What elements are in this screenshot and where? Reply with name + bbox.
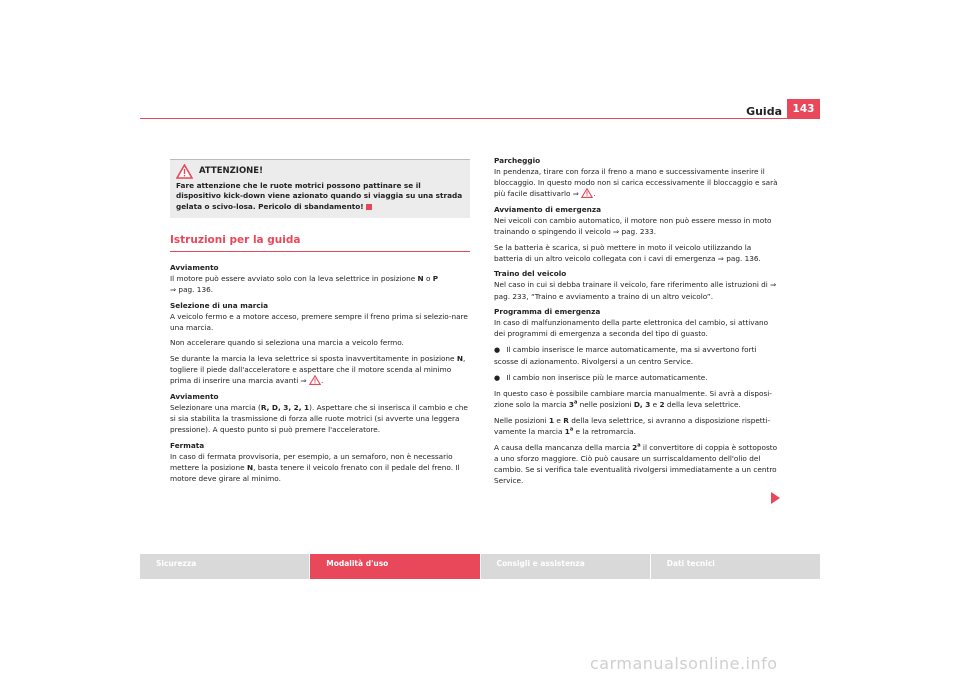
page-number: 143 [787,99,820,118]
paragraph-avviamento-2: Avviamento Selezionare una marcia (R, D, 3, 2, 1). Aspettare che si inserisca il cambio e che si sia stabilita la trasmissione di forza alle ruote motrici (si avverte una leggera pressione). A questo punto si può premere l'acceleratore. [170,391,470,435]
tab-dati-tecnici[interactable]: Dati tecnici [651,554,820,579]
paragraph-causa: A causa della mancanza della marcia 2$^a$ il convertitore di coppia è sottoposto a uno sforzo maggiore. Ciò può causare un surriscaldamento dell'olio del cambio. Se si verifica tale eventualità rivolgersi immediatamente a un centro Service. [494,442,778,485]
paragraph-manuale: In questo caso è possibile cambiare marcia manualmente. Si avrà a disposi-zione solo la marcia 3$^a$ nelle posizioni D, 3 e 2 della leva selettrice. [494,389,772,410]
subheading: Avviamento di emergenza [494,204,602,214]
paragraph-traino: Traino del veicolo Nel caso in cui si debba trainare il veicolo, fare riferimento alle istruzioni di ⇒ pag. 233, “Traino e avviamento a traino di un altro veicolo”. [494,268,779,301]
subheading: Programma di emergenza [494,307,601,317]
list-item: ● Il cambio inserisce le marce automaticamente, ma si avvertono forti scosse di azionamento. Rivolgersi a un centro Service. [494,344,779,367]
tab-sicurezza[interactable]: Sicurezza [140,554,309,579]
list-item: ● Il cambio non inserisce più le marce automaticamente. [494,372,779,384]
watermark: carmanualsonline.info [590,654,778,673]
end-marker-icon [366,204,372,210]
page-header-title: Guida [746,105,782,118]
paragraph-avviamento: Avviamento Il motore può essere avviato solo con la leva selettrice in posizione N o P ⇒ pag. 136. [170,262,470,295]
paragraph-batteria: Se la batteria è scarica, si può mettere in moto il veicolo utilizzando la batteria di un altro veicolo collegata con i cavi di emergenza ⇒ pag. 136. [494,242,761,263]
left-column [170,159,470,489]
warning-triangle-icon[interactable] [309,375,321,385]
warning-box [170,159,470,218]
warning-text: Fare attenzione che le ruote motrici possono pattinare se il dispositivo kick-down viene azionato quando si viaggia su una strada gelata o scivo-losa. Pericolo di sbandamento! [176,181,463,211]
subheading: Selezione di una marcia [170,300,269,310]
paragraph-fermata: Fermata In caso di fermata provvisoria, per esempio, a un semaforo, non è necessario mettere la posizione N, basta tenere il veicolo frenato con il pedale del freno. Il motore deve girare al minimo. [170,440,470,484]
paragraph-posizioni: Nelle posizioni 1 e R della leva selettrice, si avranno a disposizione rispetti-vamente la marcia 1$^a$ e la retromarcia. [494,415,771,436]
warning-triangle-icon [176,164,193,179]
tab-consigli-assistenza[interactable]: Consigli e assistenza [481,554,650,579]
paragraph-programma: Programma di emergenza In caso di malfunzionamento della parte elettronica del cambio, si attivano dei programmi di emergenza a seconda del tipo di guasto. [494,306,779,339]
paragraph-emergenza: Avviamento di emergenza Nei veicoli con cambio automatico, il motore non può essere messo in moto trainando o spingendo il veicolo ⇒ pag. 233. [494,204,779,237]
paragraph-parcheggio: Parcheggio In pendenza, tirare con forza il freno a mano e successivamente inserire il bloccaggio. In questo modo non si carica eccessivamente il bloccaggio e sarà più facile disattivarlo ⇒ . [494,156,778,199]
page-reference-link[interactable]: ⇒ pag. 136. [170,285,214,295]
warning-title: ATTENZIONE! [199,165,263,176]
subheading: Avviamento [170,262,219,272]
next-page-arrow-icon[interactable] [771,492,780,504]
section-title: Istruzioni per la guida [170,233,301,246]
footer-tabs [140,554,820,579]
warning-header [176,164,464,179]
paragraph-selezione: Selezione di una marcia A veicolo fermo e a motore acceso, premere sempre il freno prima si selezio-nare una marcia. [170,300,470,333]
right-column [494,155,779,490]
section-divider [170,251,470,252]
warning-triangle-icon[interactable] [581,188,593,198]
subheading: Traino del veicolo [494,269,567,279]
header-divider [140,118,820,119]
subheading: Avviamento [170,391,219,401]
tab-modalita-uso[interactable]: Modalità d'uso [310,554,479,579]
subheading: Fermata [170,440,205,450]
paragraph-non-accelerare: Non accelerare quando si seleziona una marcia a veicolo fermo. [170,338,404,348]
subheading: Parcheggio [494,156,541,165]
paragraph-leva-sposta: Se durante la marcia la leva selettrice si sposta inavvertitamente in posizione N, togliere il piede dall'acceleratore e aspettare che il motore scenda al minimo prima di inserire una marcia avanti ⇒ . [170,354,466,386]
